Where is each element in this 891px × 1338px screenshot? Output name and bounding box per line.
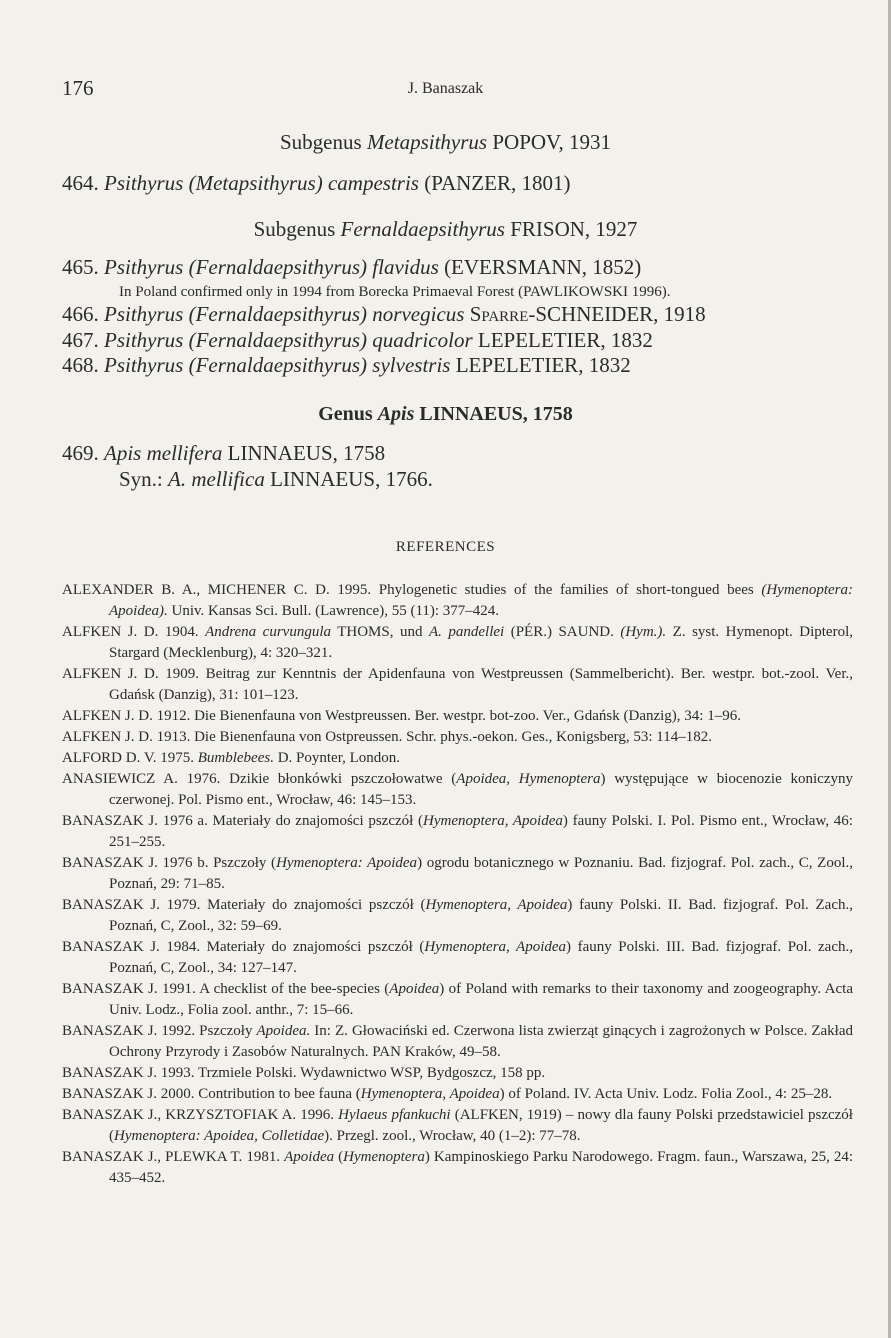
page-number: 176 xyxy=(62,76,94,100)
reference-entry xyxy=(62,937,853,979)
species-entry: 469. Apis mellifera LINNAEUS, 1758 xyxy=(62,441,386,465)
species-entry: 466. Psithyrus (Fernaldaepsithyrus) norvegicus Sparre-SCHNEIDER, 1918 xyxy=(62,302,706,326)
reference-author: BANASZAK J., KRZYSZTOFIAK A. xyxy=(62,1107,297,1123)
reference-italic: Hymenoptera, Apoidea xyxy=(424,939,567,955)
reference-entry xyxy=(62,1105,853,1147)
reference-entry xyxy=(62,769,853,811)
reference-author: BANASZAK J. xyxy=(62,897,160,913)
reference-entry xyxy=(62,664,853,706)
reference-text: 1991. A checklist of the bee-species ( xyxy=(157,981,390,997)
reference-text: Z. syst. Hymenopt. Dipterol, Stargard (Mecklenburg), 4: 320–321. xyxy=(109,624,853,661)
reference-entry xyxy=(62,748,853,769)
reference-italic: Apoidea xyxy=(284,1149,335,1165)
reference-author: ALFKEN J. D. xyxy=(62,708,153,724)
reference-author: ALFORD D. V. xyxy=(62,750,157,766)
reference-italic: A. pandellei xyxy=(428,624,505,640)
reference-entry xyxy=(62,1147,853,1189)
reference-text: 1976 b. Pszczoły ( xyxy=(157,855,277,871)
reference-text: 1993. Trzmiele Polski. Wydawnictwo WSP, Bydgoszcz, 158 pp. xyxy=(157,1065,546,1081)
reference-text: THOMS, und xyxy=(331,624,429,640)
reference-text: D. Poynter, London. xyxy=(273,750,401,766)
reference-author: BANASZAK J. xyxy=(62,1065,158,1081)
reference-text: ) of Poland with remarks to their taxonomy and zoogeography. Acta Univ. Lodz., Folia zool. anthr., 7: 15–66. xyxy=(109,981,853,1018)
reference-entry xyxy=(62,580,853,622)
running-head: J. Banaszak xyxy=(407,80,484,97)
reference-author: BANASZAK J. xyxy=(62,855,158,871)
reference-text: (ALFKEN, 1919) – nowy dla fauny Polski przedstawiciel pszczół ( xyxy=(109,1107,853,1144)
reference-text: 1909. Beitrag zur Kenntnis der Apidenfauna von Westpreussen (Sammelbericht). Ber. westpr. bot.-zool. Ver., Gdańsk (Danzig), 31: 101–123. xyxy=(109,666,854,703)
reference-author: BANASZAK J. xyxy=(62,813,158,829)
reference-text: Univ. Kansas Sci. Bull. (Lawrence), 55 (11): 377–424. xyxy=(167,603,500,619)
reference-text: 1979. Materiały do znajomości pszczół ( xyxy=(159,897,426,913)
subgenus-heading: Subgenus Metapsithyrus POPOV, 1931 xyxy=(280,130,611,154)
reference-italic: Hymenoptera, Apoidea xyxy=(425,897,568,913)
reference-entry xyxy=(62,811,853,853)
genus-heading: Genus Apis LINNAEUS, 1758 xyxy=(318,403,573,425)
reference-text: 1992. Pszczoły xyxy=(157,1023,257,1039)
reference-italic: Apoidea, Hymenoptera xyxy=(456,771,601,787)
reference-text: In: Z. Głowaciński ed. Czerwona lista zwierząt ginących i zagrożonych w Polsce. Zakład Ochrony Przyrody i Zasobów Naturalnych. PAN Kraków, 49–58. xyxy=(109,1023,854,1060)
reference-author: BANASZAK J. xyxy=(62,981,158,997)
reference-entry xyxy=(62,895,853,937)
reference-italic: Andrena curvungula xyxy=(205,624,331,640)
reference-text: 1975. xyxy=(156,750,198,766)
reference-text: 2000. Contribution to bee fauna ( xyxy=(157,1086,361,1102)
reference-text: 1995. Phylogenetic studies of the families of short-tongued bees xyxy=(329,582,762,598)
reference-text: ) ogrodu botanicznego w Poznaniu. Bad. fizjograf. Pol. zach., C, Zool., Poznań, 29: 71–85. xyxy=(109,855,853,892)
reference-text: 1912. Die Bienenfauna von Westpreussen. Ber. westpr. bot-zoo. Ver., Gdańsk (Danzig), 34: 1–96. xyxy=(152,708,741,724)
reference-text: 1913. Die Bienenfauna von Ostpreussen. Schr. phys.-oekon. Ges., Konigsberg, 53: 114–182. xyxy=(152,729,712,745)
reference-author: ALEXANDER B. A., MICHENER C. D. xyxy=(62,582,330,598)
reference-text: ). Przegl. zool., Wrocław, 40 (1–2): 77–78. xyxy=(324,1128,581,1144)
reference-italic: Bumblebees. xyxy=(197,750,274,766)
reference-italic: (Hymenoptera: Apoidea). xyxy=(109,582,853,619)
reference-list xyxy=(62,580,853,1189)
reference-entry xyxy=(62,706,853,727)
reference-entry xyxy=(62,1084,853,1105)
reference-author: ANASIEWICZ A. xyxy=(62,771,178,787)
reference-text: ) of Poland. IV. Acta Univ. Lodz. Folia Zool., 4: 25–28. xyxy=(499,1086,833,1102)
reference-text: 1996. xyxy=(296,1107,339,1123)
reference-text: (PÉR.) SAUND. xyxy=(504,624,621,640)
reference-author: BANASZAK J. xyxy=(62,1086,158,1102)
reference-italic: Hymenoptera: Apoidea xyxy=(276,855,418,871)
reference-text: 1976. Dzikie błonkówki pszczołowatwe ( xyxy=(177,771,457,787)
reference-italic: Hylaeus pfankuchi xyxy=(338,1107,451,1123)
reference-entry xyxy=(62,622,853,664)
species-note: In Poland confirmed only in 1994 from Borecka Primaeval Forest (PAWLIKOWSKI 1996). xyxy=(119,284,671,300)
reference-author: BANASZAK J., PLEWKA T. xyxy=(62,1149,243,1165)
reference-italic: Hymenoptera, Apoidea xyxy=(360,1086,500,1102)
reference-author: ALFKEN J. D. xyxy=(62,624,159,640)
reference-entry xyxy=(62,1021,853,1063)
reference-text: 1981. xyxy=(242,1149,285,1165)
reference-italic: (Hym.). xyxy=(620,624,667,640)
species-entry: 467. Psithyrus (Fernaldaepsithyrus) quadricolor LEPELETIER, 1832 xyxy=(62,328,653,352)
reference-text: 1976 a. Materiały do znajomości pszczół ( xyxy=(157,813,424,829)
reference-author: BANASZAK J. xyxy=(62,939,160,955)
synonym-line: Syn.: A. mellifica LINNAEUS, 1766. xyxy=(119,467,433,491)
reference-text: ( xyxy=(334,1149,344,1165)
references-title: REFERENCES xyxy=(395,539,496,555)
reference-italic: Hymenoptera: Apoidea, Colletidae xyxy=(114,1128,325,1144)
reference-text: 1904. xyxy=(158,624,206,640)
reference-author: ALFKEN J. D. xyxy=(62,666,159,682)
reference-italic: Hymenoptera, Apoidea xyxy=(423,813,563,829)
reference-italic: Apoidea xyxy=(389,981,440,997)
reference-author: ALFKEN J. D. xyxy=(62,729,153,745)
reference-text: ) Kampinoskiego Parku Narodowego. Fragm. faun., Warszawa, 25, 24: 435–452. xyxy=(109,1149,854,1186)
subgenus-heading: Subgenus Fernaldaepsithyrus FRISON, 1927 xyxy=(253,217,638,241)
species-entry: 465. Psithyrus (Fernaldaepsithyrus) flavidus (EVERSMANN, 1852) xyxy=(62,255,642,279)
reference-text: 1984. Materiały do znajomości pszczół ( xyxy=(159,939,425,955)
reference-italic: Apoidea. xyxy=(256,1023,311,1039)
reference-italic: Hymenoptera xyxy=(343,1149,425,1165)
reference-entry xyxy=(62,727,853,748)
reference-text: ) występujące w biocenozie koniczyny czerwonej. Pol. Pismo ent., Wrocław, 46: 145–153. xyxy=(109,771,853,808)
species-entry: 464. Psithyrus (Metapsithyrus) campestris (PANZER, 1801) xyxy=(62,171,571,195)
reference-entry xyxy=(62,1063,853,1084)
reference-entry xyxy=(62,853,853,895)
reference-text: ) fauny Polski. II. Bad. fizjograf. Pol. Zach., Poznań, C, Zool., 32: 59–69. xyxy=(109,897,853,934)
species-entry: 468. Psithyrus (Fernaldaepsithyrus) sylvestris LEPELETIER, 1832 xyxy=(62,353,631,377)
reference-author: BANASZAK J. xyxy=(62,1023,158,1039)
reference-text: ) fauny Polski. I. Pol. Pismo ent., Wrocław, 46: 251–255. xyxy=(109,813,853,850)
reference-entry xyxy=(62,979,853,1021)
reference-text: ) fauny Polski. III. Bad. fizjograf. Pol. zach., Poznań, C, Zool., 34: 127–147. xyxy=(109,939,853,976)
